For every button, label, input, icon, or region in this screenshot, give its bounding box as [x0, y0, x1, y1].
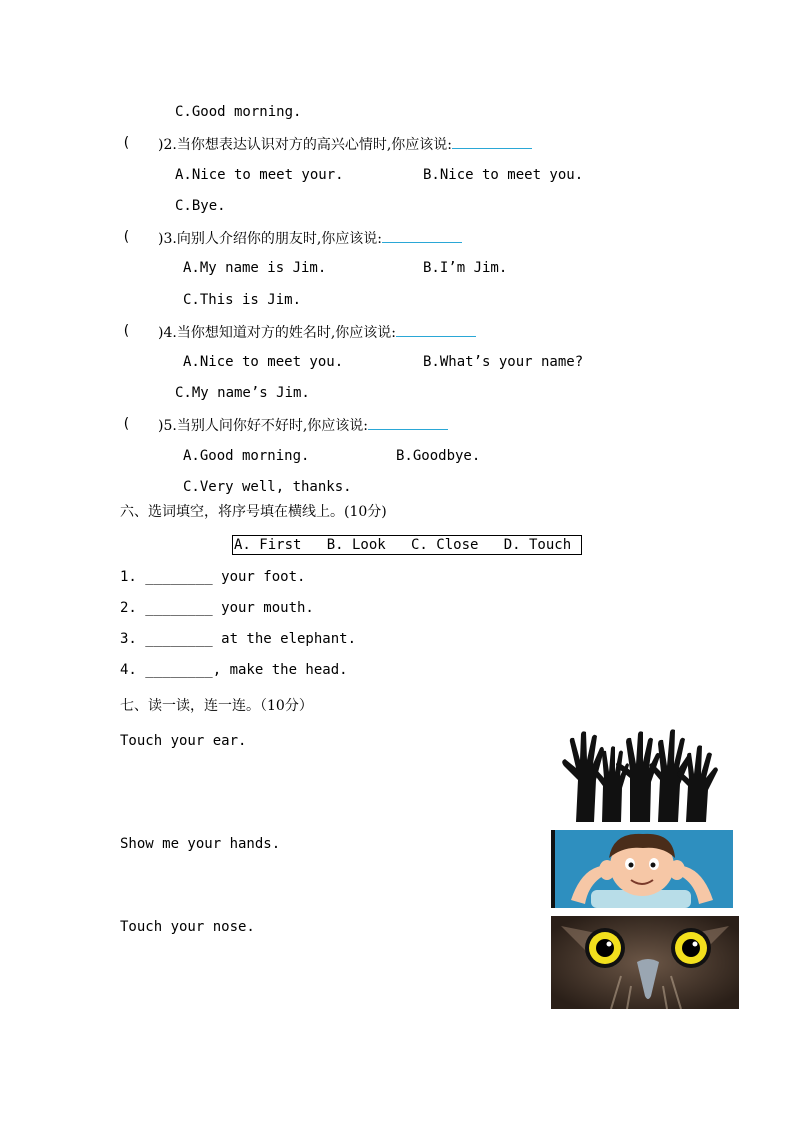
question-2: )2.当你想表达认识对方的高兴心情时,你应该说: [158, 134, 532, 154]
q4-option-c: C.My name’s Jim. [175, 385, 310, 401]
fill-item-1: 1. ________ your foot. [120, 569, 306, 585]
q5-option-b: B.Goodbye. [396, 448, 481, 464]
q2-option-c: C.Bye. [175, 198, 226, 214]
raised-hands-image [556, 728, 732, 822]
match-sentence-1: Touch your ear. [120, 733, 247, 749]
answer-paren-q4: ( [122, 323, 131, 339]
answer-blank[interactable] [382, 228, 462, 243]
answer-paren-q2: ( [122, 135, 131, 151]
fill-item-4: 4. ________, make the head. [120, 662, 348, 678]
fill-item-2: 2. ________ your mouth. [120, 600, 314, 616]
match-sentence-2: Show me your hands. [120, 836, 281, 852]
answer-blank[interactable] [452, 134, 532, 149]
boy-touching-ears-image [551, 830, 733, 908]
q2-option-b: B.Nice to meet you. [423, 167, 584, 183]
owl-face-image [551, 916, 739, 1009]
section-6-title: 六、选词填空，将序号填在横线上。(10分) [120, 504, 387, 520]
fill-item-3: 3. ________ at the elephant. [120, 631, 357, 647]
word-box: A. First B. Look C. Close D. Touch [232, 535, 582, 555]
answer-paren-q3: ( [122, 229, 131, 245]
q3-option-a: A.My name is Jim. [183, 260, 327, 276]
q3-option-b: B.I’m Jim. [423, 260, 508, 276]
q4-option-a: A.Nice to meet you. [183, 354, 344, 370]
q2-option-a: A.Nice to meet your. [175, 167, 344, 183]
q5-option-c: C.Very well, thanks. [183, 479, 352, 495]
answer-blank[interactable] [396, 322, 476, 337]
section-7-title: 七、读一读，连一连。（10分） [120, 698, 313, 714]
answer-blank[interactable] [368, 415, 448, 430]
q5-option-a: A.Good morning. [183, 448, 310, 464]
q3-option-c: C.This is Jim. [183, 292, 302, 308]
question-4: )4.当你想知道对方的姓名时,你应该说: [158, 322, 476, 342]
answer-paren-q5: ( [122, 416, 131, 432]
question-3: )3.向别人介绍你的朋友时,你应该说: [158, 228, 462, 248]
match-sentence-3: Touch your nose. [120, 919, 255, 935]
q1-option-c: C.Good morning. [175, 104, 302, 120]
question-5: )5.当别人问你好不好时,你应该说: [158, 415, 448, 435]
q4-option-b: B.What’s your name? [423, 354, 584, 370]
